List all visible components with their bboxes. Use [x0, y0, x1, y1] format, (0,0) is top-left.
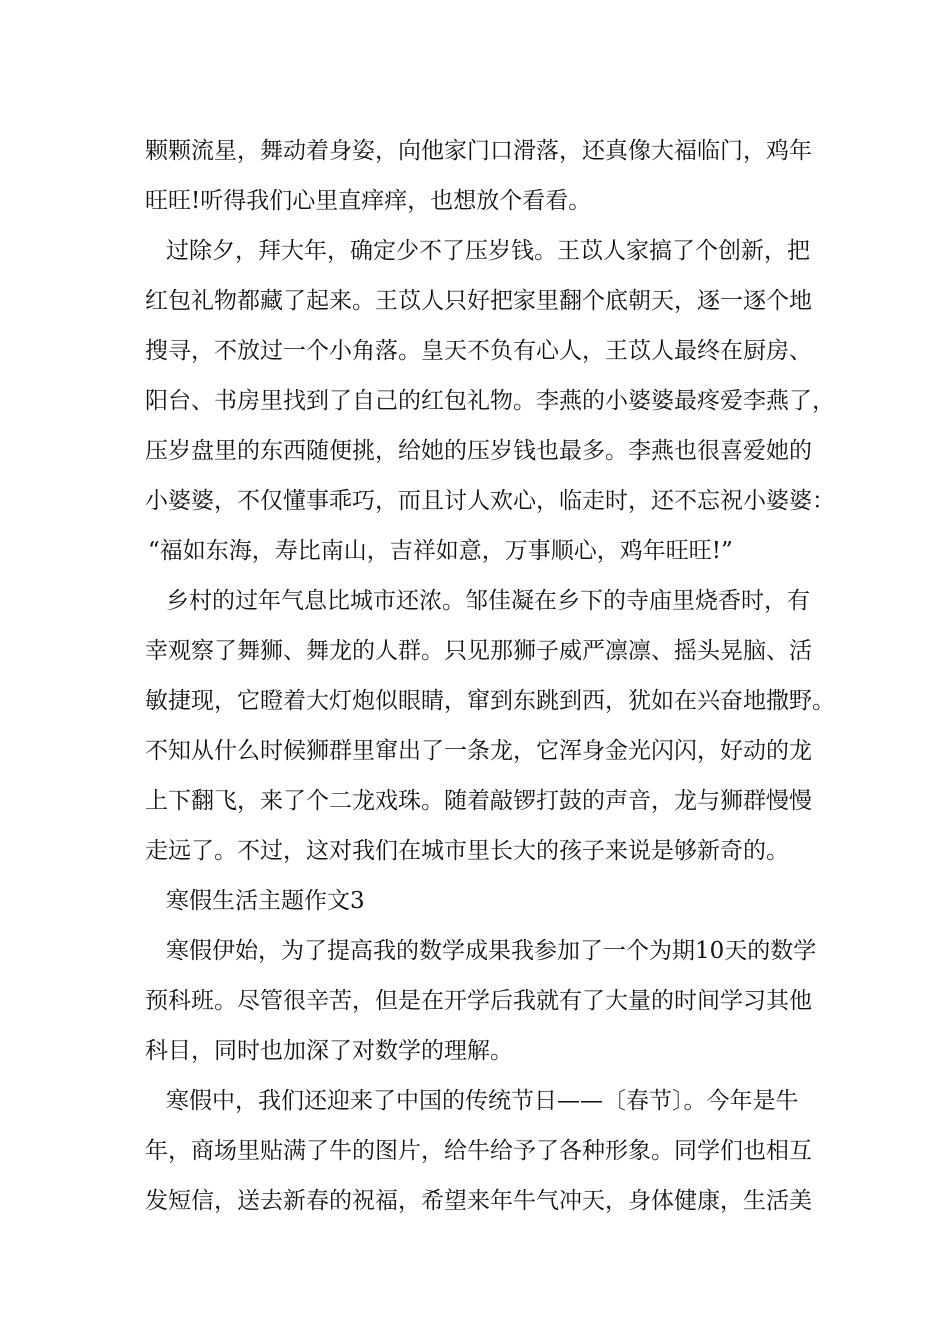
paragraph-line: 阳台、书房里找到了自己的红包礼物。李燕的小婆婆最疼爱李燕了， — [145, 388, 835, 414]
paragraph-line: 科目，同时也加深了对数学的理解。 — [145, 1038, 513, 1064]
paragraph-line: 搜寻，不放过一个小角落。皇天不负有心人，王苡人最终在厨房、 — [145, 338, 812, 364]
paragraph-line: 小婆婆，不仅懂事乖巧，而且讨人欢心，临走时，还不忘祝小婆婆： — [145, 488, 835, 514]
paragraph-line: 压岁盘里的东西随便挑，给她的压岁钱也最多。李燕也很喜爱她的 — [145, 438, 812, 464]
paragraph-line: 年，商场里贴满了牛的图片，给牛给予了各种形象。同学们也相互 — [145, 1138, 812, 1164]
paragraph-line: 乡村的过年气息比城市还浓。邹佳凝在乡下的寺庙里烧香时，有 — [166, 588, 810, 614]
paragraph-line: 发短信，送去新春的祝福，希望来年牛气冲天，身体健康，生活美 — [145, 1188, 812, 1214]
paragraph-line: 旺旺!听得我们心里直痒痒，也想放个看看。 — [145, 188, 592, 214]
paragraph-line: 不知从什么时候狮群里窜出了一条龙，它浑身金光闪闪，好动的龙 — [145, 738, 812, 764]
paragraph-line: 过除夕，拜大年，确定少不了压岁钱。王苡人家搞了个创新，把 — [166, 238, 810, 264]
paragraph-line: 寒假伊始，为了提高我的数学成果我参加了一个为期10天的数学 — [166, 938, 817, 964]
paragraph-line: 颗颗流星，舞动着身姿，向他家门口滑落，还真像大福临门，鸡年 — [145, 138, 812, 164]
paragraph-line: 幸观察了舞狮、舞龙的人群。只见那狮子威严凛凛、摇头晃脑、活 — [145, 638, 812, 664]
paragraph-line: 敏捷现，它瞪着大灯炮似眼睛，窜到东跳到西，犹如在兴奋地撒野。 — [145, 688, 835, 714]
paragraph-line: 寒假中，我们还迎来了中国的传统节日——〔春节〕。今年是牛 — [166, 1088, 799, 1114]
quote-line: “福如东海，寿比南山，吉祥如意，万事顺心，鸡年旺旺!” — [148, 538, 733, 564]
paragraph-line: 上下翻飞，来了个二龙戏珠。随着敲锣打鼓的声音，龙与狮群慢慢 — [145, 788, 812, 814]
paragraph-line: 走远了。不过，这对我们在城市里长大的孩子来说是够新奇的。 — [145, 838, 789, 864]
paragraph-line: 预科班。尽管很辛苦，但是在开学后我就有了大量的时间学习其他 — [145, 988, 812, 1014]
paragraph-line: 红包礼物都藏了起来。王苡人只好把家里翻个底朝天，逐一逐个地 — [145, 288, 812, 314]
section-heading: 寒假生活主题作文3 — [166, 888, 365, 914]
